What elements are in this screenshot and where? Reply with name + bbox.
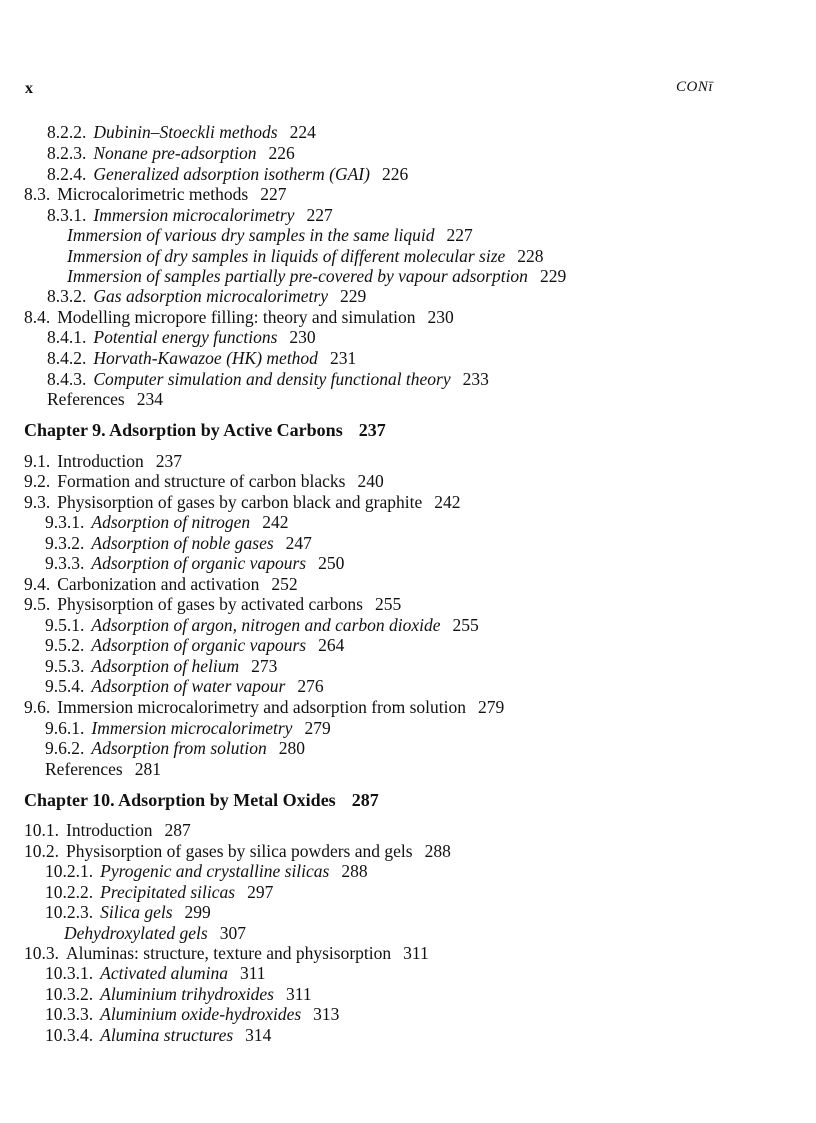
entry-title: Immersion microcalorimetry [93, 205, 295, 225]
entry-title: Dehydroxylated gels [64, 923, 208, 943]
toc-entry [67, 266, 566, 286]
toc-entry [24, 574, 298, 594]
entry-title: Immersion of samples partially pre-covered by vapour adsorption [67, 266, 528, 286]
toc-entry [24, 307, 454, 327]
toc-entry [45, 718, 331, 738]
toc-entry [47, 205, 333, 225]
entry-page: 230 [427, 307, 454, 327]
entry-page: 313 [313, 1004, 340, 1024]
toc-entry [45, 902, 211, 922]
entry-title: Adsorption from solution [91, 738, 267, 758]
toc-entry [45, 533, 312, 553]
entry-page: 229 [539, 266, 567, 286]
entry-title: Adsorption of organic vapours [91, 553, 307, 573]
entry-number: 9.6. [24, 697, 51, 717]
entry-page: 307 [219, 923, 246, 943]
toc-entry [47, 164, 408, 184]
entry-page: 242 [262, 512, 289, 532]
toc-entry [45, 861, 368, 881]
entry-page: 264 [318, 635, 345, 655]
entry-title: Immersion microcalorimetry [91, 718, 293, 738]
entry-title: Aluminas: structure, texture and physisorption [66, 943, 392, 963]
entry-title: Potential energy functions [93, 327, 278, 347]
entry-page: 288 [341, 861, 368, 881]
toc-entry [47, 348, 356, 368]
entry-number: 8.4.1. [47, 327, 87, 347]
entry-page: 280 [278, 738, 305, 758]
toc-entry [24, 471, 384, 491]
entry-title: Horvath-Kawazoe (HK) method [93, 348, 318, 368]
chapter-heading [24, 790, 379, 811]
entry-number: 10.3.4. [45, 1025, 94, 1045]
entry-number: 10.3.2. [45, 984, 94, 1004]
toc-entry [24, 943, 429, 963]
entry-page: 276 [297, 676, 324, 696]
running-head: CONī [676, 79, 714, 95]
entry-number: 9.5.1. [45, 615, 85, 635]
entry-title: Pyrogenic and crystalline silicas [100, 861, 330, 881]
entry-title: Formation and structure of carbon blacks [57, 471, 346, 491]
entry-title: Gas adsorption microcalorimetry [93, 286, 328, 306]
toc-entry [45, 882, 273, 902]
toc-entry [47, 122, 316, 142]
entry-page: 279 [477, 697, 505, 717]
entry-number: 9.4. [24, 574, 51, 594]
entry-title: Physisorption of gases by silica powders and gels [66, 841, 413, 861]
entry-page: 252 [271, 574, 298, 594]
toc-entry [45, 676, 324, 696]
entry-page: 255 [452, 615, 479, 635]
toc-entry [45, 1025, 271, 1045]
entry-number: 9.3.2. [45, 533, 85, 553]
entry-number: 10.2.3. [45, 902, 94, 922]
entry-page: 226 [381, 164, 409, 184]
entry-page: 297 [247, 882, 274, 902]
entry-title: Alumina structures [100, 1025, 234, 1045]
entry-page: 287 [164, 820, 191, 840]
toc-entry [24, 820, 191, 840]
entry-page: 237 [155, 451, 183, 471]
toc-entry [24, 841, 451, 861]
entry-number: 9.6.1. [45, 718, 85, 738]
entry-page: 227 [306, 205, 333, 225]
entry-number: 10.2.1. [45, 861, 94, 881]
entry-page: 311 [285, 984, 312, 1004]
entry-number: 8.3. [24, 184, 51, 204]
entry-page: 240 [357, 471, 384, 491]
toc-entry [45, 553, 344, 573]
entry-title: Silica gels [100, 902, 173, 922]
entry-title: Activated alumina [100, 963, 228, 983]
entry-number: 9.3.1. [45, 512, 85, 532]
entry-number: 8.4.3. [47, 369, 87, 389]
chapter-page: 237 [358, 420, 386, 440]
entry-title: Nonane pre-adsorption [93, 143, 257, 163]
entry-page: 230 [289, 327, 316, 347]
entry-number: 10.3.1. [45, 963, 94, 983]
toc-entry [45, 963, 266, 983]
entry-page: 279 [304, 718, 331, 738]
toc-entry [24, 697, 504, 717]
entry-title: Adsorption of nitrogen [91, 512, 251, 532]
entry-title: Computer simulation and density functional theory [93, 369, 451, 389]
entry-page: 227 [260, 184, 287, 204]
entry-number: 9.1. [24, 451, 51, 471]
toc-entry [47, 143, 295, 163]
entry-title: Introduction [66, 820, 153, 840]
entry-number: 8.4. [24, 307, 51, 327]
toc-entry [45, 635, 344, 655]
entry-title: References [45, 759, 123, 779]
toc-entry [64, 923, 246, 943]
entry-page: 299 [184, 902, 211, 922]
entry-title: Physisorption of gases by activated carbons [57, 594, 363, 614]
entry-page: 273 [251, 656, 278, 676]
entry-page: 233 [462, 369, 489, 389]
entry-title: Generalized adsorption isotherm (GAI) [93, 164, 370, 184]
entry-title: References [47, 389, 125, 409]
toc-entry [45, 512, 288, 532]
entry-page: 311 [403, 943, 429, 963]
entry-number: 8.3.2. [47, 286, 87, 306]
toc-entry [47, 327, 316, 347]
toc-entry [47, 389, 163, 409]
toc-entry [24, 451, 182, 471]
entry-page: 314 [245, 1025, 272, 1045]
entry-page: 242 [434, 492, 461, 512]
entry-number: 9.3. [24, 492, 51, 512]
entry-title: Immersion microcalorimetry and adsorption from solution [57, 697, 466, 717]
entry-title: Adsorption of organic vapours [91, 635, 307, 655]
entry-number: 8.4.2. [47, 348, 87, 368]
entry-title: Immersion of dry samples in liquids of different molecular size [67, 246, 506, 266]
entry-number: 8.2.2. [47, 122, 87, 142]
entry-page: 226 [268, 143, 295, 163]
entry-number: 9.6.2. [45, 738, 85, 758]
entry-page: 255 [374, 594, 402, 614]
chapter-page: 287 [351, 790, 379, 810]
toc-entry [67, 225, 473, 245]
toc-entry [24, 184, 286, 204]
entry-title: Immersion of various dry samples in the same liquid [67, 225, 435, 245]
toc-entry [45, 615, 479, 635]
entry-title: Aluminium trihydroxides [100, 984, 274, 1004]
toc-entry [47, 286, 366, 306]
page-number: x [25, 80, 33, 97]
entry-number: 8.2.3. [47, 143, 87, 163]
toc-entry [67, 246, 544, 266]
toc-entry [45, 984, 312, 1004]
toc-entry [45, 759, 161, 779]
entry-title: Carbonization and activation [57, 574, 260, 594]
entry-number: 9.5.4. [45, 676, 85, 696]
entry-title: Physisorption of gases by carbon black and graphite [57, 492, 423, 512]
toc-entry [24, 594, 401, 614]
entry-title: Precipitated silicas [100, 882, 236, 902]
entry-number: 10.1. [24, 820, 59, 840]
entry-page: 229 [340, 286, 367, 306]
entry-title: Dubinin–Stoeckli methods [93, 122, 278, 142]
entry-page: 247 [285, 533, 312, 553]
toc-entry [45, 1004, 339, 1024]
entry-number: 8.3.1. [47, 205, 87, 225]
entry-number: 10.3.3. [45, 1004, 94, 1024]
entry-title: Adsorption of argon, nitrogen and carbon dioxide [91, 615, 441, 635]
entry-page: 228 [517, 246, 544, 266]
entry-title: Microcalorimetric methods [57, 184, 249, 204]
toc-entry [45, 656, 277, 676]
entry-number: 10.3. [24, 943, 59, 963]
entry-page: 311 [239, 963, 266, 983]
entry-title: Adsorption of water vapour [91, 676, 286, 696]
entry-number: 8.2.4. [47, 164, 87, 184]
entry-number: 9.5. [24, 594, 51, 614]
entry-page: 250 [318, 553, 345, 573]
entry-title: Aluminium oxide-hydroxides [100, 1004, 302, 1024]
entry-number: 10.2.2. [45, 882, 94, 902]
entry-number: 10.2. [24, 841, 59, 861]
entry-title: Introduction [57, 451, 144, 471]
entry-number: 9.5.2. [45, 635, 85, 655]
entry-title: Adsorption of helium [91, 656, 240, 676]
toc-entry [47, 369, 489, 389]
entry-page: 224 [289, 122, 316, 142]
chapter-heading [24, 420, 386, 441]
chapter-title: Chapter 9. Adsorption by Active Carbons [24, 420, 343, 440]
toc-entry [24, 492, 461, 512]
entry-page: 281 [134, 759, 161, 779]
chapter-title: Chapter 10. Adsorption by Metal Oxides [24, 790, 336, 810]
entry-number: 9.5.3. [45, 656, 85, 676]
entry-page: 227 [446, 225, 473, 245]
entry-page: 288 [424, 841, 451, 861]
entry-title: Modelling micropore filling: theory and simulation [57, 307, 416, 327]
entry-page: 231 [329, 348, 357, 368]
entry-number: 9.2. [24, 471, 51, 491]
entry-number: 9.3.3. [45, 553, 85, 573]
entry-title: Adsorption of noble gases [91, 533, 274, 553]
entry-page: 234 [136, 389, 163, 409]
toc-entry [45, 738, 305, 758]
